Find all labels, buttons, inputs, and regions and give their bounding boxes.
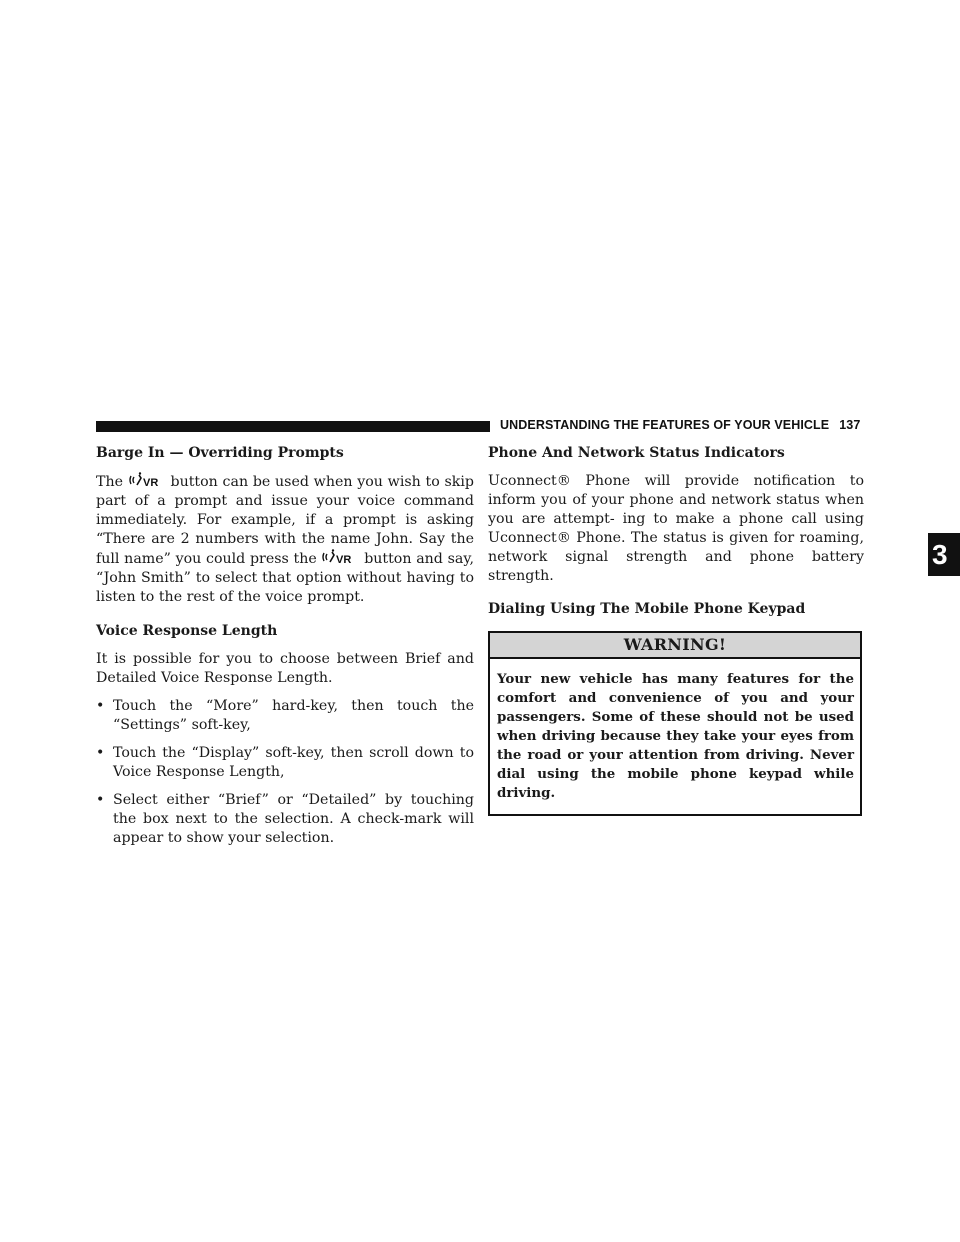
voice-recognition-icon (128, 472, 166, 488)
voice-recognition-icon (321, 549, 359, 565)
list-item-text: Touch the “Display” soft-key, then scroll down to Voice Response Length, (113, 745, 474, 780)
page-number: 137 (839, 418, 861, 432)
section-title: UNDERSTANDING THE FEATURES OF YOUR VEHICLE (500, 418, 830, 432)
vr-icon-text: VR (336, 554, 352, 565)
list-item: • Touch the “Display” soft-key, then scroll down to Voice Response Length, (96, 745, 474, 780)
status-indicators-heading: Phone And Network Status Indicators (488, 445, 785, 461)
chapter-tab: 3 (928, 533, 960, 576)
list-item: • Touch the “More” hard-key, then touch the “Settings” soft-key, (96, 698, 474, 733)
vr-icon-text: VR (142, 477, 159, 488)
right-column (488, 443, 864, 816)
warning-title: WARNING! (490, 633, 860, 659)
barge-text-2: button can be used when you wish to skip part of a prompt and issue your voice command immediately. For example, if a prompt is asking “There are 2 numbers with the name John. Say the full name” you could press the (96, 474, 474, 567)
warning-text: Your new vehicle has many features for the comfort and convenience of you and your passengers. Some of these should not be used when driving because they take your eyes from the road or your attention from driving. Never dial using the mobile phone keypad while driving. (497, 671, 854, 801)
header-rule (96, 421, 490, 432)
barge-text-3: button and say, “John Smith” to select that option without having to listen to the rest of the voice prompt. (96, 551, 474, 605)
barge-in-paragraph (96, 472, 474, 607)
list-item: • Select either “Brief” or “Detailed” by touching the box next to the selection. A check-mark will appear to show your selection. (96, 792, 474, 846)
voice-response-length-paragraph: It is possible for you to choose between Brief and Detailed Voice Response Length. (96, 651, 474, 686)
warning-box (488, 631, 862, 816)
left-column (96, 443, 474, 848)
barge-text-1: The (96, 474, 123, 490)
list-item-text: Touch the “More” hard-key, then touch the “Settings” soft-key, (113, 698, 474, 733)
running-header (500, 418, 860, 432)
list-item-text: Select either “Brief” or “Detailed” by touching the box next to the selection. A check-mark will appear to show your selection. (113, 792, 474, 846)
barge-in-heading: Barge In — Overriding Prompts (96, 445, 344, 461)
status-indicators-paragraph: Uconnect® Phone will provide notification to inform you of your phone and network status when you are attempt- ing to make a phone call using Uconnect® Phone. The status is given for roaming, network signal strength and phone battery strength. (488, 473, 864, 584)
dialing-keypad-heading: Dialing Using The Mobile Phone Keypad (488, 601, 806, 617)
voice-response-length-heading: Voice Response Length (96, 623, 278, 639)
